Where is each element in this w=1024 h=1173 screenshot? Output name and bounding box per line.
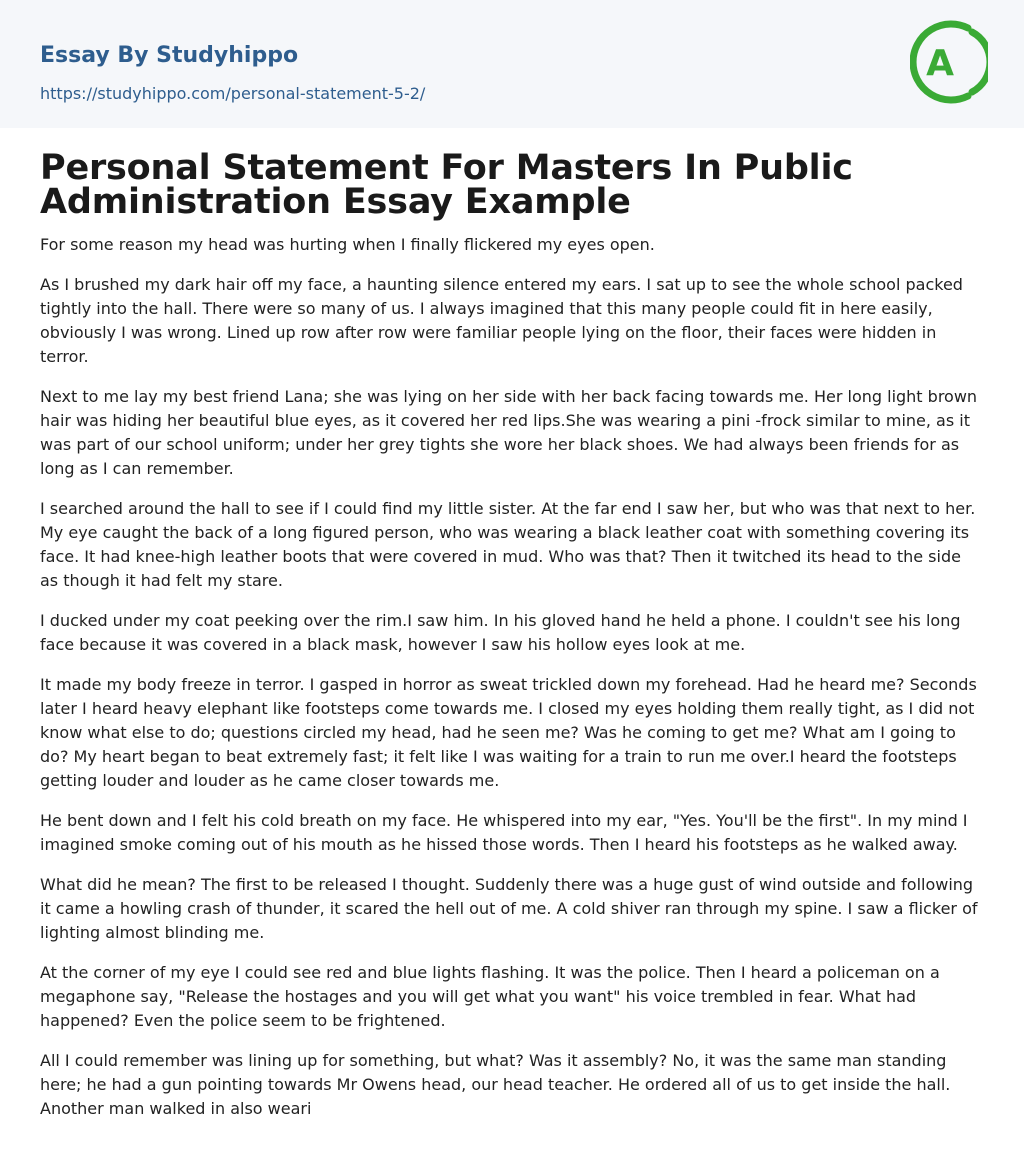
article-paragraph: For some reason my head was hurting when I finally flickered my eyes open. xyxy=(40,235,655,254)
article-paragraph: I ducked under my coat peeking over the rim.I saw him. In his gloved hand he held a phone. I couldn't see his long face because it was covered in a black mask, however I saw his hollow eyes look at me. xyxy=(40,611,961,654)
article-paragraph: I searched around the hall to see if I could find my little sister. At the far end I saw her, but who was that next to her. My eye caught the back of a long figured person, who was wearing a black leather coat with something covering its face. It had knee-high leather boots that were covered in mud. Who was that? Then it twitched its head to the side as though it had felt my stare. xyxy=(40,499,976,590)
page-url-link[interactable]: https://studyhippo.com/personal-statement-5-2/ xyxy=(40,84,426,103)
site-title[interactable]: Essay By Studyhippo xyxy=(40,43,299,68)
article-paragraph: Next to me lay my best friend Lana; she was lying on her side with her back facing towards me. Her long light brown hair was hiding her beautiful blue eyes, as it covered her red lips.She was wearing a pini -frock similar to mine, as it was part of our school uniform; under her grey tights she wore her black shoes. We had always been friends for as long as I can remember. xyxy=(40,387,978,478)
article-paragraph: It made my body freeze in terror. I gasped in horror as sweat trickled down my forehead. Had he heard me? Seconds later I heard heavy elephant like footsteps come towards me. I closed my eyes holding them really tight, as I did not know what else to do; questions circled my head, had he seen me? Was he coming to get me? What am I going to do? My heart began to beat extremely fast; it felt like I was waiting for a train to run me over.I heard the footsteps getting louder and louder as he came closer towards me. xyxy=(40,675,977,790)
svg-text:A: A xyxy=(926,43,954,84)
article-paragraph: As I brushed my dark hair off my face, a haunting silence entered my ears. I sat up to see the whole school packed tightly into the hall. There were so many of us. I always imagined that this many people could fit in here easily, obviously I was wrong. Lined up row after row were familiar people lying on the floor, their faces were hidden in terror. xyxy=(40,275,963,366)
article-title: Personal Statement For Masters In Public Administration Essay Example xyxy=(40,148,853,222)
article-paragraph: All I could remember was lining up for something, but what? Was it assembly? No, it was the same man standing here; he had a gun pointing towards Mr Owens head, our head teacher. He ordered all of us to get inside the hall. Another man walked in also weari xyxy=(40,1051,951,1118)
studyhippo-logo-icon[interactable] xyxy=(910,18,988,106)
site-header xyxy=(0,0,1024,128)
article-paragraph: He bent down and I felt his cold breath on my face. He whispered into my ear, "Yes. You'll be the first". In my mind I imagined smoke coming out of his mouth as he hissed those words. Then I heard his footsteps as he walked away. xyxy=(40,811,968,854)
article xyxy=(0,148,1024,1121)
article-paragraph: At the corner of my eye I could see red and blue lights flashing. It was the police. Then I heard a policeman on a megaphone say, "Release the hostages and you will get what you want" his voice trembled in fear. What had happened? Even the police seem to be frightened. xyxy=(40,963,940,1030)
article-paragraph: What did he mean? The first to be released I thought. Suddenly there was a huge gust of wind outside and following it came a howling crash of thunder, it scared the hell out of me. A cold shiver ran through my spine. I saw a flicker of lighting almost blinding me. xyxy=(40,875,978,942)
